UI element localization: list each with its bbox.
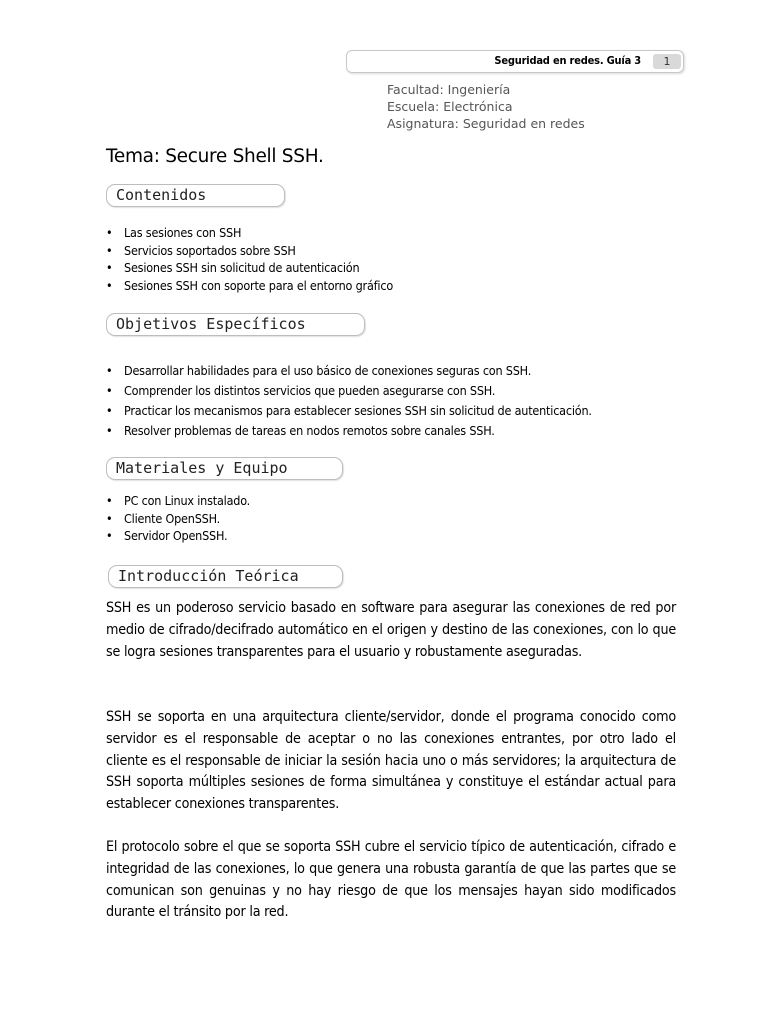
- section-heading-contenidos: Contenidos: [106, 184, 285, 207]
- objetivos-list: [106, 361, 592, 441]
- header-title: Seguridad en redes. Guía 3: [494, 54, 641, 67]
- list-item: • Resolver problemas de tareas en nodos remotos sobre canales SSH.: [106, 421, 592, 441]
- document-title: Tema: Secure Shell SSH.: [106, 146, 324, 167]
- subject-label: Asignatura: Seguridad en redes: [387, 116, 585, 131]
- course-info: [387, 81, 585, 132]
- paragraph: El protocolo sobre el que se soporta SSH cubre el servicio típico de autenticación, cifrado e integridad de las conexiones, lo que genera una robusta garantía de que las partes que se comunican son genuinas y no hay riesgo de que los mensajes hayan sido modificados durante el tránsito por la red.: [106, 839, 676, 921]
- list-item: • Comprender los distintos servicios que pueden asegurarse con SSH.: [106, 381, 592, 401]
- paragraph: SSH es un poderoso servicio basado en software para asegurar las conexiones de red por medio de cifrado/decifrado automático en el origen y destino de las conexiones, con lo que se logra sesiones transparentes para el usuario y robustamente aseguradas.: [106, 600, 676, 660]
- list-item: • Desarrollar habilidades para el uso básico de conexiones seguras con SSH.: [106, 361, 592, 381]
- school-label: Escuela: Electrónica: [387, 99, 513, 114]
- list-item: • Practicar los mecanismos para establecer sesiones SSH sin solicitud de autenticación.: [106, 401, 592, 421]
- contenidos-list: [106, 224, 393, 294]
- section-heading-objetivos: Objetivos Específicos: [106, 313, 365, 336]
- page-number: 1: [653, 54, 681, 69]
- section-heading-introduccion: Introducción Teórica: [108, 565, 343, 588]
- list-item: • Cliente OpenSSH.: [106, 510, 250, 528]
- list-item: • Servicios soportados sobre SSH: [106, 242, 393, 260]
- paragraph: SSH se soporta en una arquitectura cliente/servidor, donde el programa conocido como servidor es el responsable de aceptar o no las conexiones entrantes, por otro lado el cliente es el responsable de iniciar la sesión hacia uno o más servidores; la arquitectura de SSH soporta múltiples sesiones de forma simultánea y constituye el estándar actual para establecer conexiones transparentes.: [106, 709, 676, 813]
- list-item: • Las sesiones con SSH: [106, 224, 393, 242]
- faculty-label: Facultad: Ingeniería: [387, 82, 511, 97]
- materiales-list: [106, 492, 250, 545]
- list-item: • Sesiones SSH sin solicitud de autenticación: [106, 259, 393, 277]
- list-item: • Sesiones SSH con soporte para el entorno gráfico: [106, 277, 393, 295]
- list-item: • Servidor OpenSSH.: [106, 527, 250, 545]
- list-item: • PC con Linux instalado.: [106, 492, 250, 510]
- section-heading-materiales: Materiales y Equipo: [106, 457, 343, 480]
- page-header: [346, 50, 684, 73]
